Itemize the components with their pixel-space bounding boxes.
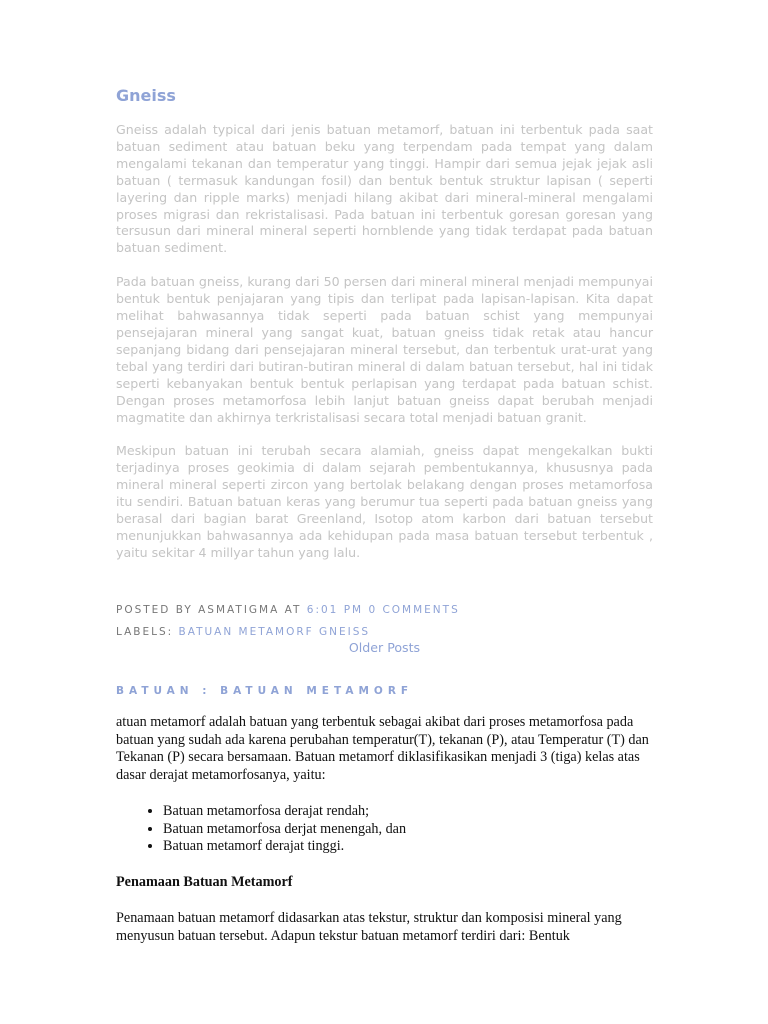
list-item: • Batuan metamorfosa derjat menengah, dan — [163, 821, 653, 839]
labels-label: LABELS: — [116, 626, 174, 638]
older-posts-link[interactable]: Older Posts — [348, 640, 421, 655]
post-time-link[interactable]: 6:01 PM — [306, 604, 364, 616]
list-item: • Batuan metamorf derajat tinggi. — [163, 838, 653, 856]
post-paragraph-1: Gneiss adalah typical dari jenis batuan metamorf, batuan ini terbentuk pada saat batuan sediment atau batuan beku yang terpendam pada tempat yang dalam mengalami tekanan dan temperatur yang tinggi. Hampir dari semua jejak jejak asli batuan ( termasuk kandungan fosil) dan bentuk bentuk struktur lapisan ( seperti layering dan ripple marks) menjadi hilang akibat dari mineral-mineral mengalami proses migrasi dan rekristalisasi. Pada batuan ini terbentuk goresan goresan yang tersusun dari mineral mineral seperti hornblende yang tidak terdapat pada batuan batuan sediment. — [116, 122, 653, 256]
naming-paragraph: Penamaan batuan metamorf didasarkan atas tekstur, struktur dan komposisi mineral yang menyusun batuan tersebut. Adapun tekstur batuan metamorf terdiri dari: Bentuk — [116, 910, 622, 944]
section-subheading: Penamaan Batuan Metamorf — [116, 873, 293, 890]
at-label: AT — [284, 604, 302, 616]
label-link[interactable]: BATUAN METAMORF GNEISS — [178, 626, 371, 638]
grade-list — [116, 803, 653, 856]
post-footer-labels — [116, 626, 653, 638]
post-footer-posted — [116, 604, 653, 616]
section-heading: BATUAN : BATUAN METAMORF — [116, 685, 414, 697]
author-name: ASMATIGMA — [198, 604, 280, 616]
posted-by-label: POSTED BY — [116, 604, 193, 616]
post-title: Gneiss — [116, 86, 176, 105]
list-item: • Batuan metamorfosa derajat rendah; — [163, 803, 653, 821]
post-body — [116, 122, 653, 562]
post-paragraph-2: Pada batuan gneiss, kurang dari 50 persen dari mineral mineral menjadi mempunyai bentuk bentuk penjajaran yang tipis dan terlipat pada lapisan-lapisan. Kita dapat melihat bahwasannya tidak seperti pada batuan schist yang mempunyai pensejajaran mineral yang sangat kuat, batuan gneiss tidak retak atau hancur sepanjang bidang dari pensejajaran mineral tersebut, dan terbentuk urat-urat yang tebal yang terdiri dari butiran-butiran mineral di dalam batuan tersebut, hal ini tidak seperti kebanyakan bentuk bentuk perlapisan yang terdapat pada batuan schist. Dengan proses metamorfosa lebih lanjut batuan gneiss dapat berubah menjadi magmatite dan akhirnya terkristalisasi secara total menjadi batuan granit. — [116, 274, 653, 425]
section-intro: atuan metamorf adalah batuan yang terbentuk sebagai akibat dari proses metamorfosa pada batuan yang sudah ada karena perubahan temperatur(T), tekanan (P), atau Temperatur (T) dan Tekanan (P) secara bersamaan. Batuan metamorf diklasifikasikan menjadi 3 (tiga) kelas atas dasar derajat metamorfosanya, yaitu: — [116, 714, 649, 783]
section-body — [116, 714, 653, 945]
comments-link[interactable]: 0 COMMENTS — [368, 604, 460, 616]
post-paragraph-3: Meskipun batuan ini terubah secara alamiah, gneiss dapat mengekalkan bukti terjadinya proses geokimia di dalam sejarah pembentukannya, khususnya pada mineral mineral seperti zircon yang bertolak belakang dengan proses metamorfosa itu sendiri. Batuan batuan keras yang berumur tua seperti pada batuan gneiss yang berasal dari bagian barat Greenland, Isotop atom karbon dari batuan tersebut menunjukkan bahwasannya ada kehidupan pada masa batuan tersebut terbentuk , yaitu sekitar 4 millyar tahun yang lalu. — [116, 443, 653, 560]
